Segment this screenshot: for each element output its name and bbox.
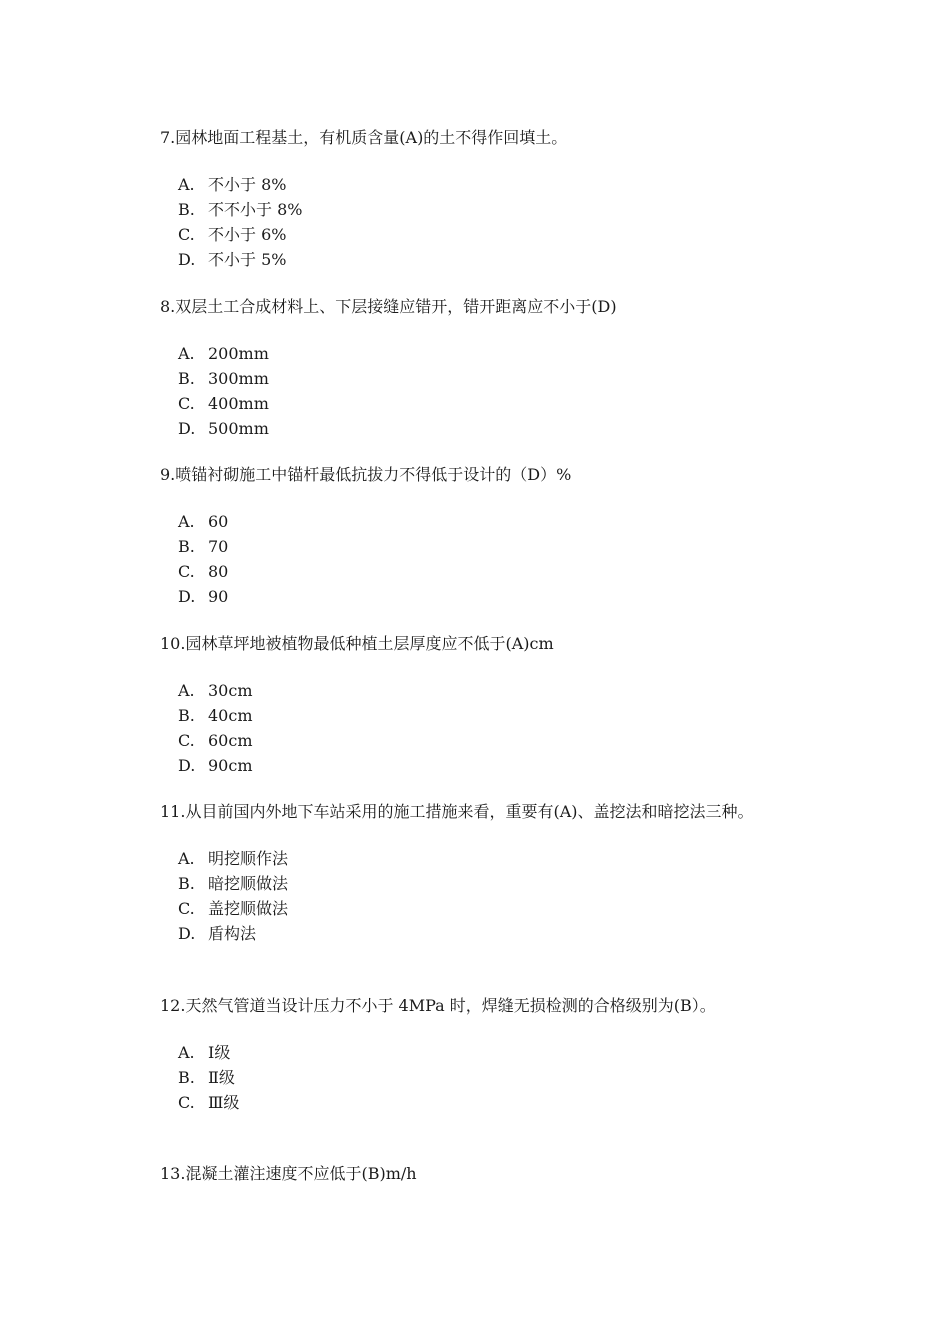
option-d (178, 584, 780, 609)
question-text: 8.双层土工合成材料上、下层接缝应错开，错开距离应不小于(D) (160, 297, 617, 316)
option-letter: B. (178, 537, 195, 556)
option-letter: B. (178, 874, 195, 893)
option-text: 200mm (208, 344, 269, 363)
question-9 (160, 462, 780, 609)
option-text: 不小于 5% (208, 250, 287, 269)
option-text: 60 (208, 512, 229, 531)
option-text: 盖挖顺做法 (208, 899, 289, 918)
option-a (178, 341, 780, 366)
option-b (178, 1065, 780, 1090)
option-text: 90 (208, 587, 229, 606)
option-d (178, 753, 780, 778)
option-letter: B. (178, 200, 195, 219)
option-b (178, 703, 780, 728)
option-letter: C. (178, 1093, 195, 1112)
option-text: 70 (208, 537, 229, 556)
option-letter: D. (178, 756, 196, 775)
option-d (178, 247, 780, 272)
option-text: 500mm (208, 419, 269, 438)
option-list (160, 172, 780, 272)
question-text: 10.园林草坪地被植物最低种植土层厚度应不低于(A)cm (160, 634, 554, 653)
option-text: Ⅱ级 (208, 1068, 235, 1087)
option-letter: C. (178, 731, 195, 750)
option-text: 明挖顺作法 (208, 849, 289, 868)
option-d (178, 921, 780, 946)
option-text: 暗挖顺做法 (208, 874, 289, 893)
option-text: 80 (208, 562, 229, 581)
option-b (178, 197, 780, 222)
option-a (178, 1040, 780, 1065)
option-letter: B. (178, 706, 195, 725)
option-a (178, 678, 780, 703)
option-letter: B. (178, 1068, 195, 1087)
question-text: 7.园林地面工程基土，有机质含量(A)的土不得作回填土。 (160, 128, 568, 147)
option-a (178, 172, 780, 197)
question-text: 13.混凝土灌注速度不应低于(B)m/h (160, 1164, 417, 1183)
option-b (178, 534, 780, 559)
question-8 (160, 294, 780, 441)
question-12 (160, 993, 780, 1115)
option-c (178, 391, 780, 416)
option-text: 300mm (208, 369, 269, 388)
option-letter: A. (178, 1043, 195, 1062)
option-letter: C. (178, 899, 195, 918)
option-letter: C. (178, 562, 195, 581)
option-list (160, 341, 780, 441)
option-letter: A. (178, 344, 195, 363)
option-text: 400mm (208, 394, 269, 413)
option-text: 不不小于 8% (208, 200, 303, 219)
question-text: 9.喷锚衬砌施工中锚杆最低抗拔力不得低于设计的（D）% (160, 465, 572, 484)
option-a (178, 509, 780, 534)
question-11 (160, 799, 780, 946)
option-text: Ⅲ级 (208, 1093, 240, 1112)
question-13 (160, 1161, 780, 1186)
option-b (178, 366, 780, 391)
option-text: Ⅰ级 (208, 1043, 231, 1062)
option-text: 不小于 6% (208, 225, 287, 244)
option-c (178, 896, 780, 921)
question-text: 12.天然气管道当设计压力不小于 4MPa 时，焊缝无损检测的合格级别为(B）。 (160, 996, 716, 1015)
option-list (160, 509, 780, 609)
option-text: 30cm (208, 681, 253, 700)
question-text: 11.从目前国内外地下车站采用的施工措施来看，重要有(A)、盖挖法和暗挖法三种。 (160, 802, 754, 821)
option-text: 40cm (208, 706, 253, 725)
option-c (178, 222, 780, 247)
option-letter: A. (178, 849, 195, 868)
option-letter: B. (178, 369, 195, 388)
option-text: 盾构法 (208, 924, 257, 943)
question-7 (160, 125, 780, 272)
option-text: 90cm (208, 756, 253, 775)
option-d (178, 416, 780, 441)
option-letter: C. (178, 394, 195, 413)
option-text: 60cm (208, 731, 253, 750)
option-a (178, 846, 780, 871)
option-list (160, 846, 780, 946)
option-letter: A. (178, 175, 195, 194)
question-10 (160, 631, 780, 778)
option-letter: C. (178, 225, 195, 244)
option-text: 不小于 8% (208, 175, 287, 194)
option-list (160, 678, 780, 778)
option-list (160, 1040, 780, 1115)
option-letter: D. (178, 250, 196, 269)
option-c (178, 728, 780, 753)
option-c (178, 1090, 780, 1115)
option-letter: D. (178, 587, 196, 606)
option-c (178, 559, 780, 584)
option-letter: D. (178, 924, 196, 943)
option-b (178, 871, 780, 896)
option-letter: A. (178, 512, 195, 531)
option-letter: D. (178, 419, 196, 438)
option-letter: A. (178, 681, 195, 700)
